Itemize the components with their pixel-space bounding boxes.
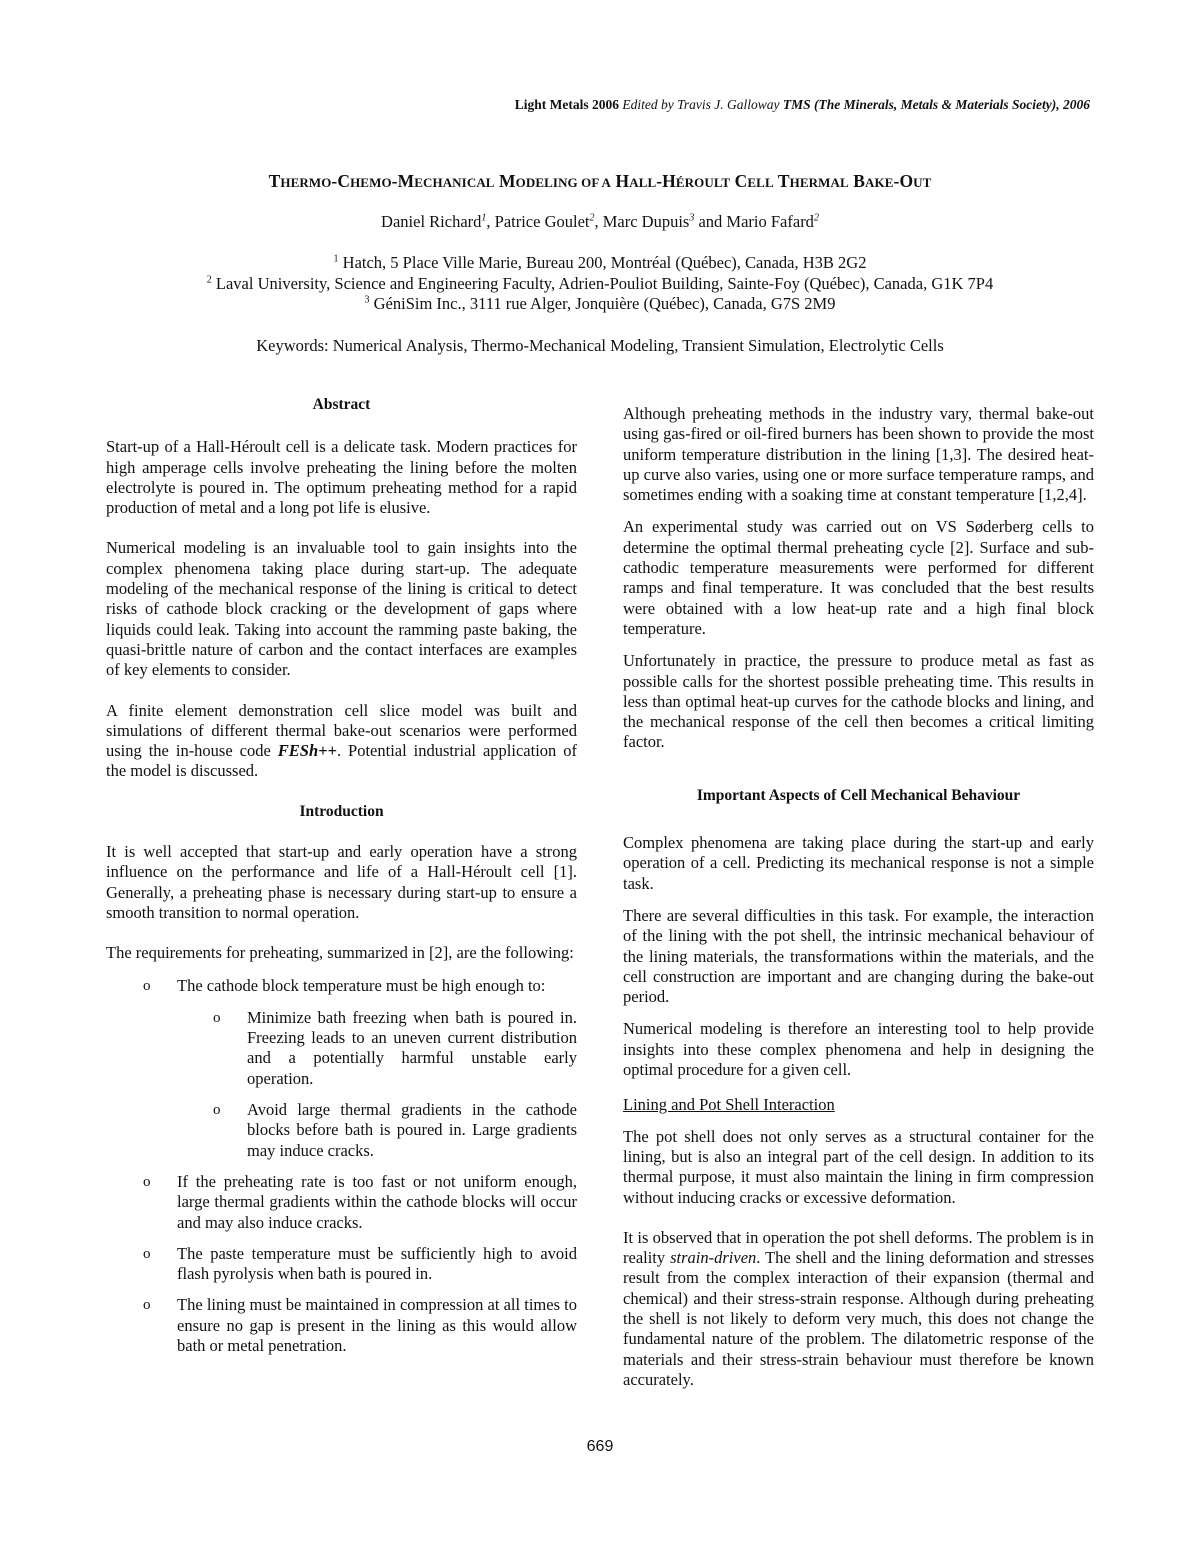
author-name: Daniel Richard: [381, 212, 482, 231]
abstract-paragraph: Numerical modeling is an invaluable tool to gain insights into the complex phenomena taking place during start-up. The adequate modeling of the mechanical response of the lining is critical to detect risks of cathode block cracking or the development of gaps where liquids could leak. Taking into account the ramming paste baking, the quasi-brittle nature of carbon and the contact interfaces are examples of key elements to consider.: [106, 538, 577, 680]
title-part: ÉROULT: [675, 175, 731, 190]
running-header: [515, 97, 1090, 113]
bullet-icon: o: [143, 977, 151, 994]
title-part: ALL: [629, 175, 657, 190]
author-affil-mark: 2: [813, 212, 819, 224]
sub-list-item-text: Minimize bath freezing when bath is poured in. Freezing leads to an uneven current distribution and a potentially harmful unstable early operation.: [247, 1007, 577, 1088]
title-part: T: [268, 171, 281, 191]
body-paragraph: Although preheating methods in the industry vary, thermal bake-out using gas-fired or oil-fired burners has been shown to provide the most uniform temperature distribution in the lining [1,3]. The desired heat-up curve also varies, using one or more surface temperature ramps, and sometimes ending with a soaking time at constant temperature [1,2,4].: [623, 404, 1094, 505]
intro-paragraph: It is well accepted that start-up and early operation have a strong influence on the performance and life of a Hall-Héroult cell [1]. Generally, a preheating phase is necessary during start-up to ensure a smooth transition to normal operation.: [106, 842, 577, 922]
list-item: [106, 1295, 577, 1356]
title-part: -C: [331, 171, 351, 191]
title-part: HERMO: [280, 175, 332, 190]
title-part: -M: [391, 171, 415, 191]
section-heading: Important Aspects of Cell Mechanical Behaviour: [696, 786, 1021, 804]
abstract-text: A finite element demonstration cell slice model was built and simulations of different thermal bake-out scenarios were performed using the in-house code: [106, 700, 577, 761]
list-item-text: The paste temperature must be sufficiently high to avoid flash pyrolysis when bath is poured in.: [177, 1243, 577, 1284]
affiliation-line: [0, 274, 1200, 295]
bullet-icon: o: [213, 1102, 221, 1119]
title-part: T: [773, 171, 790, 191]
title-part: ELL: [747, 175, 774, 190]
author-affil-mark: 2: [589, 212, 595, 224]
title-part: ECHANICAL: [414, 175, 495, 190]
title-part: HERMAL: [789, 175, 849, 190]
body-paragraph: An experimental study was carried out on VS Søderberg cells to determine the optimal thermal preheating cycle [2]. Surface and sub-cathodic temperature measurements were performed for different ramps and final temperature. It was concluded that the best results were obtained with a low heat-up rate and a high final block temperature.: [623, 517, 1094, 638]
author-separator: and: [694, 212, 727, 231]
left-column: [106, 395, 577, 1356]
body-paragraph: Complex phenomena are taking place during the start-up and early operation of a cell. Predicting its mechanical response is not a simple task.: [623, 833, 1094, 893]
journal-name: Light Metals 2006: [514, 97, 620, 112]
title-part: HEMO: [350, 175, 392, 190]
title-part: B: [848, 171, 866, 191]
author-name: Patrice Goulet: [494, 212, 590, 231]
body-paragraph: There are several difficulties in this task. For example, the interaction of the lining with the pot shell, the intrinsic mechanical behaviour of the lining materials, the transformations within the materials, and the cell construction are important and are changing during the bake-out period.: [623, 905, 1094, 1007]
affiliation-text: GéniSim Inc., 3111 rue Alger, Jonquière (Québec), Canada, G7S 2M9: [369, 294, 836, 313]
bullet-icon: o: [143, 1245, 151, 1262]
author-name: Mario Fafard: [726, 212, 814, 231]
list-item-text: The lining must be maintained in compression at all times to ensure no gap is present in the lining as this would allow bath or metal penetration.: [177, 1295, 577, 1355]
abstract-text: . Potential industrial application of the model is discussed.: [106, 741, 577, 781]
intro-paragraph: The requirements for preheating, summarized in [2], are the following:: [106, 943, 574, 963]
subsection-heading: Lining and Pot Shell Interaction: [623, 1095, 835, 1115]
affiliation-mark: 2: [206, 274, 212, 285]
title-part: C: [730, 171, 748, 191]
title-part: UT: [913, 175, 932, 190]
right-column: [623, 404, 1094, 1390]
title-part: -O: [893, 171, 914, 191]
list-item-text: The cathode block temperature must be high enough to:: [177, 975, 546, 995]
body-text: . The shell and the lining deformation and stresses result from the complex interaction of their expansion (thermal and chemical) and their stress-strain response. Although during preheating the shell is not likely to deform very much, this does not change the fundamental nature of the problem. The dilatometric response of the materials and their stress-strain behaviour must therefore be known accurately.: [623, 1248, 1094, 1389]
introduction-heading: Introduction: [299, 802, 384, 820]
affiliations: [0, 253, 1200, 315]
bullet-icon: o: [213, 1009, 221, 1026]
author-name: Marc Dupuis: [602, 212, 690, 231]
body-paragraph: The pot shell does not only serves as a structural container for the lining, but is also an integral part of the cell design. In addition to its thermal purpose, it must also maintain the lining in firm compression without inducing cracks or excessive deformation.: [623, 1126, 1094, 1207]
bullet-icon: o: [143, 1173, 151, 1190]
title-part: H: [611, 171, 630, 191]
author-list: [0, 212, 1200, 232]
publisher-credit: TMS (The Minerals, Metals & Materials Society), 2006: [782, 97, 1090, 112]
abstract-paragraph: [106, 701, 577, 782]
affiliation-line: [0, 253, 1200, 274]
affiliation-text: Hatch, 5 Place Ville Marie, Bureau 200, Montréal (Québec), Canada, H3B 2G2: [338, 253, 867, 272]
editor-credit: Edited by Travis J. Galloway: [622, 97, 780, 112]
title-part: ODELING OF A: [515, 175, 612, 190]
emphasis-text: strain-driven: [670, 1248, 757, 1268]
affiliation-line: [0, 294, 1200, 315]
body-paragraph: [623, 1228, 1094, 1390]
code-name: FESh++: [277, 741, 337, 761]
requirements-list: [106, 976, 577, 1357]
list-item: [106, 976, 577, 1161]
bullet-icon: o: [143, 1297, 151, 1314]
keywords: Keywords: Numerical Analysis, Thermo-Mechanical Modeling, Transient Simulation, Electrolytic Cells: [256, 336, 944, 355]
author-separator: ,: [486, 212, 495, 231]
list-item: [106, 1172, 577, 1233]
body-text: It is observed that in operation the pot shell deforms. The problem is in reality: [623, 1227, 1094, 1268]
author-affil-mark: 3: [689, 212, 695, 224]
abstract-paragraph: Start-up of a Hall-Héroult cell is a delicate task. Modern practices for high amperage cells involve preheating the lining before the molten electrolyte is poured in. The optimum preheating method for a rapid production of metal and a long pot life is elusive.: [106, 437, 577, 518]
sub-list: [106, 1008, 577, 1161]
body-paragraph: Unfortunately in practice, the pressure to produce metal as fast as possible calls for the shortest possible preheating time. This results in less than optimal heat-up curves for the cathode blocks and lining, and the mechanical response of the cell then becomes a critical limiting factor.: [623, 651, 1094, 752]
author-affil-mark: 1: [481, 212, 487, 224]
title-part: -H: [656, 171, 676, 191]
affiliation-mark: 1: [333, 253, 339, 265]
sub-list-item-text: Avoid large thermal gradients in the cathode blocks before bath is poured in. Large gradients may induce cracks.: [247, 1100, 577, 1160]
author-separator: ,: [594, 212, 603, 231]
affiliation-mark: 3: [364, 294, 370, 306]
affiliation-text: Laval University, Science and Engineering Faculty, Adrien-Pouliot Building, Sainte-Foy (Québec), Canada, G1K 7P4: [211, 273, 994, 293]
title-part: M: [494, 171, 516, 191]
body-paragraph: Numerical modeling is therefore an interesting tool to help provide insights into these complex phenomena and help in designing the optimal procedure for a given cell.: [623, 1019, 1094, 1080]
list-item-text: If the preheating rate is too fast or not uniform enough, large thermal gradients within the cathode blocks will occur and may also induce cracks.: [177, 1171, 577, 1232]
title-part: AKE: [865, 175, 894, 190]
abstract-heading: Abstract: [312, 396, 371, 413]
sub-list-item: [106, 1100, 577, 1161]
paper-title: [0, 171, 1200, 192]
page-number: 669: [586, 1438, 614, 1455]
sub-list-item: [106, 1008, 577, 1089]
list-item: [106, 1244, 577, 1285]
